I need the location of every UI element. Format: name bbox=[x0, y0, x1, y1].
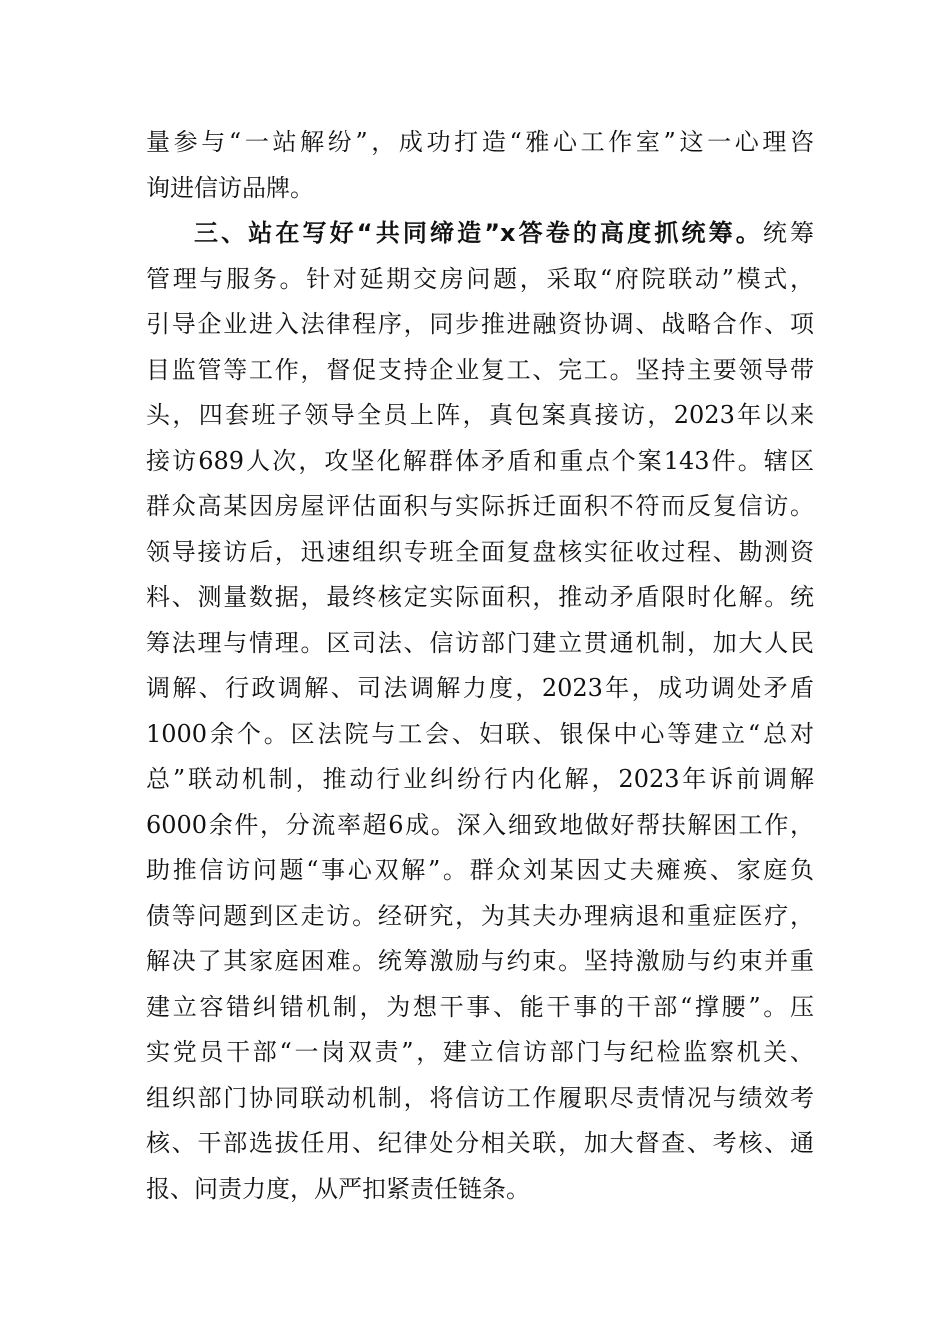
text-line: 管理与服务。针对延期交房问题，采取“府院联动”模式， bbox=[146, 264, 814, 293]
text-line: 1000余个。区法院与工会、妇联、银保中心等建立“总对 bbox=[146, 719, 814, 748]
text-line: 解决了其家庭困难。统筹激励与约束。坚持激励与约束并重 bbox=[146, 947, 814, 975]
text-fragment: 统筹 bbox=[762, 219, 815, 247]
text-line: 头，四套班子领导全员上阵，真包案真接访，2023年以来 bbox=[146, 401, 814, 429]
text-line: 总”联动机制，推动行业纠纷行内化解，2023年诉前调解 bbox=[146, 765, 814, 793]
text-line: 6000余件，分流率超6成。深入细致地做好帮扶解困工作， bbox=[146, 810, 814, 839]
text-line: 建立容错纠错机制，为想干事、能干事的干部“撑腰”。压 bbox=[146, 992, 814, 1021]
text-line: 量参与“一站解纷”，成功打造“雅心工作室”这一心理咨 bbox=[146, 128, 814, 156]
text-line: 调解、行政调解、司法调解力度，2023年，成功调处矛盾 bbox=[146, 674, 814, 702]
body-text bbox=[146, 120, 814, 1212]
text-line: 料、测量数据，最终核定实际面积，推动矛盾限时化解。统 bbox=[146, 583, 814, 611]
text-line: 债等问题到区走访。经研究，为其夫办理病退和重症医疗， bbox=[146, 901, 814, 930]
text-line: 组织部门协同联动机制，将信访工作履职尽责情况与绩效考 bbox=[146, 1083, 814, 1112]
text-line: 实党员干部“一岗双责”，建立信访部门与纪检监察机关、 bbox=[146, 1038, 814, 1066]
text-line: 群众高某因房屋评估面积与实际拆迁面积不符而反复信访。 bbox=[146, 492, 814, 520]
text-line: 领导接访后，迅速组织专班全面复盘核实征收过程、勘测资 bbox=[146, 537, 814, 566]
text-line: 目监管等工作，督促支持企业复工、完工。坚持主要领导带 bbox=[146, 355, 814, 384]
text-line: 接访689人次，攻坚化解群体矛盾和重点个案143件。辖区 bbox=[146, 446, 814, 475]
section-heading: 三、站在写好“共同缔造”x答卷的高度抓统筹。 bbox=[194, 219, 763, 247]
text-line: 引导企业进入法律程序，同步推进融资协调、战略合作、项 bbox=[146, 310, 814, 338]
text-line: 筹法理与情理。区司法、信访部门建立贯通机制，加大人民 bbox=[146, 628, 814, 657]
text-line: 助推信访问题“事心双解”。群众刘某因丈夫瘫痪、家庭负 bbox=[146, 856, 814, 884]
text-line: 报、问责力度，从严扣紧责任链条。 bbox=[146, 1174, 530, 1203]
text-line: 询进信访品牌。 bbox=[146, 173, 314, 202]
text-line: 核、干部选拔任用、纪律处分相关联，加大督查、考核、通 bbox=[146, 1129, 814, 1157]
section-heading-line bbox=[146, 211, 814, 257]
